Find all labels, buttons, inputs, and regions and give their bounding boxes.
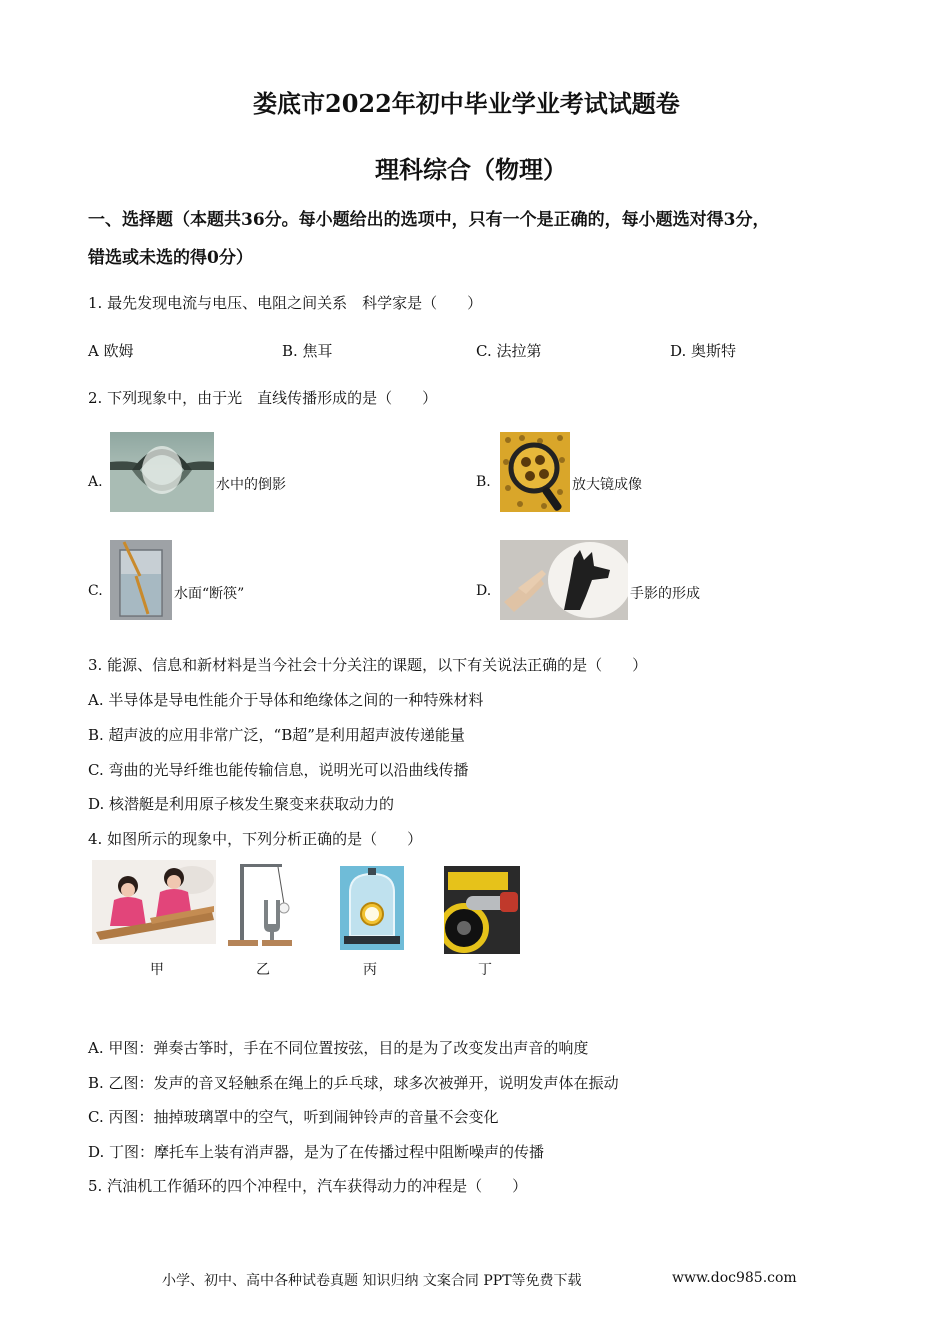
question-5-stem: 5. 汽油机工作循环的四个冲程中，汽车获得动力的冲程是（ ） — [88, 1177, 528, 1195]
figure-label-bing: 丙 — [363, 962, 377, 978]
bridge-reflection-image — [110, 432, 214, 512]
q2-option-b-letter: B. — [476, 474, 491, 490]
q3-option-d: D. 核潜艇是利用原子核发生聚变来获取动力的 — [88, 795, 395, 813]
tuning-fork-image — [226, 860, 306, 950]
hand-shadow-image — [500, 540, 628, 620]
q4-option-b: B. 乙图：发声的音叉轻触系在绳上的乒乓球，球多次被弹开，说明发声体在振动 — [88, 1074, 619, 1092]
figure-label-jia: 甲 — [150, 962, 164, 978]
q2-option-d-letter: D. — [476, 583, 492, 599]
q2-option-b-text: 放大镜成像 — [572, 477, 642, 493]
figure-label-ding: 丁 — [478, 962, 492, 978]
page-subtitle: 理科综合（物理） — [375, 155, 567, 184]
question-4-stem: 4. 如图所示的现象中，下列分析正确的是（ ） — [88, 830, 423, 848]
page-title: 娄底市2022年初中毕业学业考试试题卷 — [253, 89, 680, 118]
q2-option-a-text: 水中的倒影 — [216, 477, 286, 493]
footer-text: 小学、初中、高中各种试卷真题 知识归纳 文案合同 PPT等免费下载 — [162, 1273, 582, 1289]
q3-option-b: B. 超声波的应用非常广泛，“B超”是利用超声波传递能量 — [88, 726, 465, 744]
q2-option-c-text: 水面“断筷” — [174, 586, 245, 602]
question-3-stem: 3. 能源、信息和新材料是当今社会十分关注的课题，以下有关说法正确的是（ ） — [88, 656, 648, 674]
q4-option-a: A. 甲图：弹奏古筝时，手在不同位置按弦，目的是为了改变发出声音的响度 — [88, 1039, 589, 1057]
q4-option-c: C. 丙图：抽掉玻璃罩中的空气，听到闹钟铃声的音量不会变化 — [88, 1108, 499, 1126]
section-heading-line1: 一、选择题（本题共36分。每小题给出的选项中，只有一个是正确的，每小题选对得3分， — [88, 210, 770, 230]
chopstick-in-water-image — [110, 540, 172, 620]
bell-jar-clock-image — [340, 866, 404, 950]
q1-option-c: C. 法拉第 — [476, 342, 542, 360]
q2-option-d-text: 手影的形成 — [630, 586, 700, 602]
motorcycle-muffler-image — [444, 866, 520, 954]
magnifier-image — [500, 432, 570, 512]
q1-option-b: B. 焦耳 — [282, 342, 333, 360]
q4-option-d: D. 丁图：摩托车上装有消声器，是为了在传播过程中阻断噪声的传播 — [88, 1143, 545, 1161]
question-1-stem: 1. 最先发现电流与电压、电阻之间关系 科学家是（ ） — [88, 294, 483, 312]
q2-option-a-letter: A. — [88, 474, 103, 490]
q1-option-a: A 欧姆 — [88, 342, 134, 360]
guzheng-players-image — [92, 860, 216, 944]
question-2-stem: 2. 下列现象中，由于光 直线传播形成的是（ ） — [88, 389, 438, 407]
figure-label-yi: 乙 — [256, 962, 270, 978]
q3-option-c: C. 弯曲的光导纤维也能传输信息，说明光可以沿曲线传播 — [88, 761, 469, 779]
section-heading-line2: 错选或未选的得0分） — [88, 248, 253, 268]
q3-option-a: A. 半导体是导电性能介于导体和绝缘体之间的一种特殊材料 — [88, 691, 484, 709]
q1-option-d: D. 奥斯特 — [670, 342, 737, 360]
q2-option-c-letter: C. — [88, 583, 103, 599]
footer-url[interactable]: www.doc985.com — [672, 1270, 797, 1286]
